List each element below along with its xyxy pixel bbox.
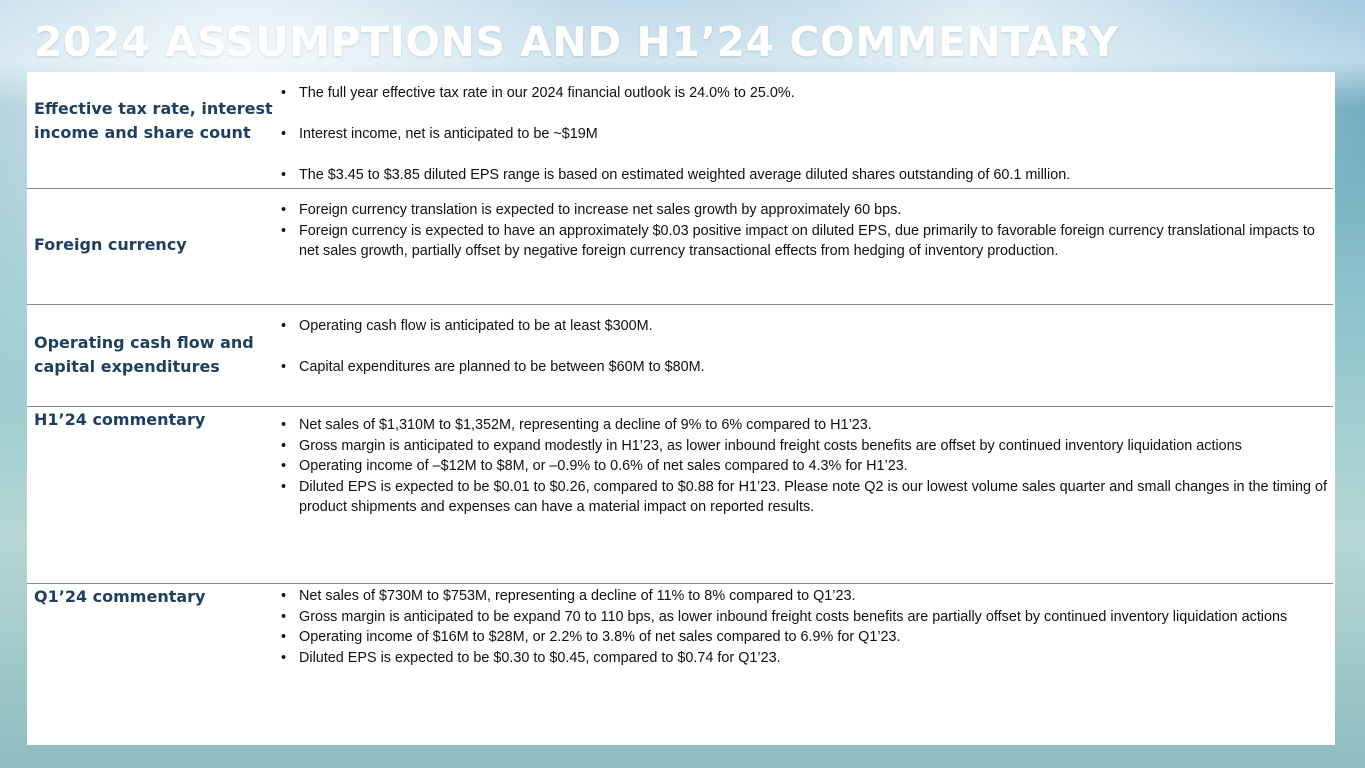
section-label: Q1’24 commentary bbox=[34, 587, 206, 606]
bullet-item: • Diluted EPS is expected to be $0.01 to $0.26, compared to $0.88 for H1’23. Please note Q2 is our lowest volume sales quarter and small changes in the timing of product shipments and expenses can have a material impact on reported results. bbox=[281, 477, 1327, 518]
section-h1-commentary bbox=[27, 407, 1333, 584]
bullet-item: • The $3.45 to $3.85 diluted EPS range is based on estimated weighted average diluted shares outstanding of 60.1 million. bbox=[281, 165, 1327, 186]
section-foreign-currency bbox=[27, 189, 1333, 305]
bullet-item: • The full year effective tax rate in our 2024 financial outlook is 24.0% to 25.0%. bbox=[281, 83, 1327, 104]
section-label: H1’24 commentary bbox=[34, 410, 206, 429]
bullet-list bbox=[281, 316, 1327, 377]
page-title: 2024 ASSUMPTIONS AND H1’24 COMMENTARY bbox=[34, 18, 1119, 66]
bullet-item: • Foreign currency translation is expected to increase net sales growth by approximately 60 bps. bbox=[281, 200, 1327, 221]
bullet-list bbox=[281, 415, 1327, 518]
section-q1-commentary bbox=[27, 584, 1333, 745]
bullet-item: • Interest income, net is anticipated to be ~$19M bbox=[281, 124, 1327, 145]
section-cash-flow-capex bbox=[27, 305, 1333, 407]
bullet-item: • Gross margin is anticipated to expand modestly in H1’23, as lower inbound freight costs benefits are offset by continued inventory liquidation actions bbox=[281, 436, 1327, 457]
commentary-table bbox=[27, 72, 1335, 745]
section-label: Operating cash flow and capital expenditures bbox=[34, 333, 254, 376]
bullet-item: • Gross margin is anticipated to be expand 70 to 110 bps, as lower inbound freight costs benefits are partially offset by continued inventory liquidation actions bbox=[281, 607, 1327, 628]
bullet-list bbox=[281, 586, 1327, 668]
bullet-list bbox=[281, 83, 1327, 186]
bullet-item: • Operating cash flow is anticipated to be at least $300M. bbox=[281, 316, 1327, 337]
bullet-item: • Foreign currency is expected to have an approximately $0.03 positive impact on diluted EPS, due primarily to favorable foreign currency translational impacts to net sales growth, partially offset by negative foreign currency transactional effects from hedging of inventory production. bbox=[281, 221, 1327, 262]
section-tax-interest-shares bbox=[27, 72, 1333, 189]
section-label: Foreign currency bbox=[34, 235, 187, 254]
section-label: Effective tax rate, interest income and share count bbox=[34, 99, 273, 142]
bullet-item: • Net sales of $730M to $753M, representing a decline of 11% to 8% compared to Q1’23. bbox=[281, 586, 1327, 607]
bullet-item: • Operating income of –$12M to $8M, or –0.9% to 0.6% of net sales compared to 4.3% for H1’23. bbox=[281, 456, 1327, 477]
bullet-item: • Capital expenditures are planned to be between $60M to $80M. bbox=[281, 357, 1327, 378]
bullet-item: • Operating income of $16M to $28M, or 2.2% to 3.8% of net sales compared to 6.9% for Q1’23. bbox=[281, 627, 1327, 648]
bullet-item: • Net sales of $1,310M to $1,352M, representing a decline of 9% to 6% compared to H1’23. bbox=[281, 415, 1327, 436]
bullet-list bbox=[281, 200, 1327, 262]
bullet-item: • Diluted EPS is expected to be $0.30 to $0.45, compared to $0.74 for Q1’23. bbox=[281, 648, 1327, 669]
